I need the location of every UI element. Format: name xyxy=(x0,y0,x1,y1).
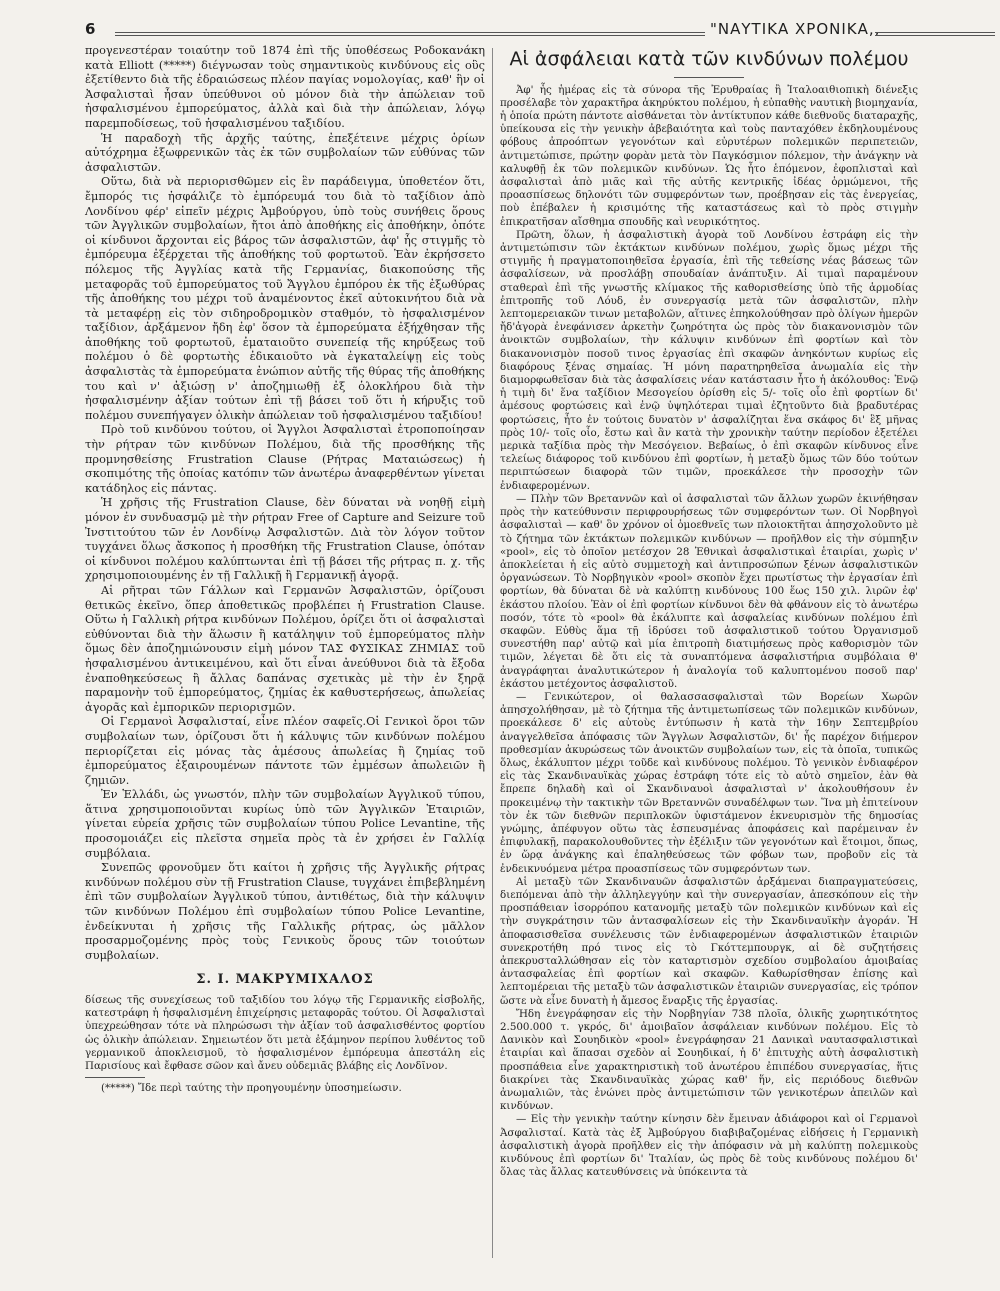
left-paragraph: Ἐν Ἑλλάδι, ὡς γνωστόν, πλὴν τῶν συμβολαίων Ἀγγλικοῦ τύπου, ἅτινα χρησιμοποιοῦνται κυρίως ὑπὸ τῶν Ἀγγλικῶν Ἑταιριῶν, γίνεται εὐρεία χρῆσις τῶν συμβολαίων τύπου Police Levantine, τῆς προσομοιάζει εἰς πλεῖστα σημεῖα πρὸς τὰ ἐν χρήσει ἐν Γαλλίᾳ συμβόλαια. xyxy=(85,788,485,860)
footnote-rule xyxy=(85,1077,145,1078)
left-paragraph: Συνεπῶς φρονοῦμεν ὅτι καίτοι ἡ χρῆσις τῆς Ἀγγλικῆς ρήτρας κινδύνων πολέμου σὺν τῇ Frustration Clause, τυγχάνει ἐπιβεβλημένη ἐπὶ τῶν συμβολαίων Ἀγγλικοῦ τύπου, ἀντιθέτως, διὰ τὴν κάλυψιν τῶν κινδύνων Πολέμου ἐπὶ συμβολαίων τύπου Police Levantine, ἐνδείκνυται ἡ χρῆσις τῆς Γαλλικῆς ρήτρας, ὡς μᾶλλον προσαρμοζομένης πρὸς τοὺς Γενικοὺς ὅρους τῶν τοιούτων συμβολαίων. xyxy=(85,861,485,962)
page-number: 6 xyxy=(85,20,96,38)
right-paragraph: Ἀφ' ἧς ἡμέρας εἰς τὰ σύνορα τῆς Ἐρυθραίας ἢ Ἰταλοαιθιοπικὴ διένεξις προσέλαβε τὸν χαρακτῆρα ἀκηρύκτου πολέμου, ἡ εὐπαθὴς ναυτικὴ βιομηχανία, ἡ ὁποία πρώτη πάντοτε αἰσθάνεται τὸν ἀντίκτυπον κάθε διεθνοῦς διαταραχῆς, ὑπείκουσα εἰς τὴν γενικὴν ἀβεβαιότητα καὶ τοὺς πανταχόθεν ἐκδηλουμένους φόβους ἀπροόπτων γεγονότων καὶ εὐρυτέρων πολεμικῶν περιπετειῶν, ἀντιμετώπισε, πρώτην φορὰν μετὰ τὸν Παγκόσμιον πόλεμον, τὴν ἀνάγκην νὰ καλυφθῇ ἐκ τῶν πολεμικῶν κινδύνων. Ὡς ἦτο ἑπόμενον, ἐφοπλισταὶ καὶ ἀσφαλισταὶ ἀπὸ μιᾶς καὶ τῆς αὐτῆς κεντρικῆς ἰδέας ὁρμώμενοι, τῆς προασπίσεως δηλονότι τῶν συμφερόντων των, προέβησαν εἰς τὰς ἐνεργείας, ποὺ ἐπέβαλεν ἡ κρισιμότης τῆς καταστάσεως καὶ τὸ πρὸς στιγμὴν ἐπικρατῆσαν αἴσθημα σπουδῆς καὶ νευρικότητος. xyxy=(500,83,918,228)
left-paragraph: Ἡ χρῆσις τῆς Frustration Clause, δὲν δύναται νὰ νοηθῇ εἰμὴ μόνον ἐν συνδυασμῷ μὲ τὴν ρήτραν Free of Capture and Seizure τοῦ Ἰνστιτούτου τῶν ἐν Λονδίνῳ Ἀσφαλιστῶν. Διὰ τὸν λόγον τοῦτον τυγχάνει ὅλως ἄσκοπος ἡ προσθήκη τῆς Frustration Clause, ὁπόταν οἱ κίνδυνοι πολέμου καλύπτωνται ἐπὶ τῇ βάσει τῆς ρήτρας π. χ. τῆς χρησιμοποιουμένης ἐν τῇ Γαλλικῇ ἢ Γερμανικῇ ἀγορᾷ. xyxy=(85,496,485,583)
title-rule xyxy=(674,77,744,78)
header-rule-left xyxy=(115,32,705,36)
right-paragraph: — Πλὴν τῶν Βρεταννῶν καὶ οἱ ἀσφαλισταὶ τῶν ἄλλων χωρῶν ἐκινήθησαν πρὸς τὴν κατεύθυνσιν περιφρουρήσεως τῶν συμφερόντων των. Οἱ Νορβηγοὶ ἀσφαλισταὶ — καθ' ὃν χρόνον οἱ ὁμοεθνεῖς των πλοιοκτῆται ἀπησχολοῦντο μὲ τὸ ζήτημα τῶν ἐκτάκτων πολεμικῶν κινδύνων — προῆλθον εἰς τὴν σύμπηξιν «pool», εἰς τὸ ὁποῖον μετέσχον 28 Ἐθνικαὶ ἀσφαλιστικαὶ ἑταιρίαι, χωρὶς ν' ἀποκλείεται ἡ εἰς αὐτὸ συμμετοχὴ καὶ ἀντιπροσώπων ξένων ἀσφαλιστικῶν ὀργανώσεων. Τὸ Νορβηγικὸν «pool» σκοπὸν ἔχει πρωτίστως τὴν ἐργασίαν ἐπὶ φορτίων, θὰ δύναται δὲ νὰ καλύπτῃ κινδύνους 100 ἕως 150 χιλ. λιρῶν ἐφ' ἑκάστου πλοίου. Ἐὰν οἱ ἐπὶ φορτίων κίνδυνοι δὲν θὰ φθάνουν εἰς τὸ ἀνωτέρω ποσόν, τότε τὸ «pool» θὰ ἐκάλυπτε καὶ ἀσφαλείας κινδύνων πολέμου ἐπὶ σκαφῶν. Εὐθὺς ἅμα τῇ ἱδρύσει τοῦ ἀσφαλιστικοῦ τούτου Ὀργανισμοῦ συνεστήθη παρ' αὐτῷ καὶ μία ἐπιτροπὴ διατιμήσεως πρὸς καθορισμὸν τῶν τιμῶν, λέγεται δὲ ὅτι εἰς τὰ συναπτόμενα ἀσφαλιστήρια συμβόλαια θ' ἀναγράφηται ἀναλυτικώτερον ἡ ἀναλογία τοῦ καλυπτομένου ποσοῦ παρ' ἑκάστου μετέχοντος ἀσφαλιστοῦ. xyxy=(500,492,918,690)
right-paragraph: — Εἰς τὴν γενικὴν ταύτην κίνησιν δὲν ἔμειναν ἀδιάφοροι καὶ οἱ Γερμανοὶ Ἀσφαλισταί. Κατὰ τὰς ἐξ Ἀμβούργου διαβιβαζομένας εἰδήσεις ἡ Γερμανικὴ ἀσφαλιστικὴ ἀγορὰ προῆλθεν εἰς τὴν ἀπόφασιν νὰ μὴ καλύπτῃ πολεμικοὺς κινδύνους ἐπὶ φορτίων δι' Ἰταλίαν, ὡς πρὸς δὲ τοὺς κινδύνους πολέμου δι' ὅλας τὰς ἄλλας κατευθύνσεις νὰ ὑπόκειντα τὰ xyxy=(500,1113,918,1179)
article-title: Αἱ ἀσφάλειαι κατὰ τῶν κινδύνων πολέμου xyxy=(509,48,909,70)
page-header xyxy=(40,20,960,42)
left-paragraph: Οὕτω, διὰ νὰ περιορισθῶμεν εἰς ἓν παράδειγμα, ὑποθετέον ὅτι, ἔμπορός τις ἠσφάλιζε τὸ ἐμπόρευμά του διὰ τὸ ταξίδιον ἀπὸ Λονδίνου φέρ' εἰπεῖν μέχρις Ἀμβούργου, ὑπὸ τοὺς συνήθεις ὅρους τῶν Ἀγγλικῶν συμβολαίων, ἤτοι ἀπὸ ἀποθήκης εἰς ἀποθήκην, ὁπότε οἱ κίνδυνοι ἄρχονται εἰς βάρος τῶν ἀσφαλιστῶν, ἀφ' ἧς στιγμῆς τὸ ἐμπόρευμα ἐξέρχεται τῆς ἀποθήκης τοῦ φορτωτοῦ. Ἐὰν ἐκρήσσετο πόλεμος τῆς Ἀγγλίας κατὰ τῆς Γερμανίας, διακοπούσης τῆς μεταφορᾶς τοῦ ἐμπορεύματος τοῦ Ἄγγλου ἐμπόρου ἐκ τῆς ἐξωθύρας τῆς ἀποθήκης του μέχρι τοῦ ἀναμένοντος ἐκεῖ αὐτοκινήτου διὰ νὰ τὰ μεταφέρῃ εἰς τὸν σιδηροδρομικὸν σταθμόν, τὸ ἠσφαλισμένον ταξίδιον, ἀρξάμενον ἤδη ἐφ' ὅσον τὰ ἐμπορεύματα ἐξήχθησαν τῆς ἀποθήκης τοῦ φορτωτοῦ, ἐματαιοῦτο συνεπείᾳ τῆς κηρύξεως τοῦ πολέμου ὁ δὲ φορτωτὴς ἐδικαιοῦτο νὰ ἐγκαταλείψῃ εἰς τοὺς ἀσφαλιστὰς τὰ ἐμπορεύματα ἐνώπιον αὐτῆς τῆς θύρας τῆς ἀποθήκης του καὶ ν' ἀξιώσῃ ν' ἀποζημιωθῇ ἐξ ὁλοκλήρου διὰ τὴν ἠσφαλισμένην ἀξίαν τούτων ἐπὶ τῇ βάσει τοῦ ὅτι ἡ κήρυξις τοῦ πολέμου συνεπήγαγεν ὁλικὴν ἀπώλειαν τοῦ ἠσφαλισμένου ταξιδίου! xyxy=(85,175,485,422)
left-paragraph: Οἱ Γερμανοὶ Ἀσφαλισταί, εἶνε πλέον σαφεῖς.Οἱ Γενικοὶ ὅροι τῶν συμβολαίων των, ὁρίζουσι ὅτι ἡ κάλυψις τῶν κινδύνων πολέμου περιορίζεται εἰς μόνας τὰς ἀμέσους ἀπωλείας ἢ ζημίας τοῦ ἐμπορεύματος ἐξαιρουμένων πάντοτε τῶν ἐμμέσων ἀπωλειῶν ἢ ζημιῶν. xyxy=(85,715,485,787)
left-paragraph: Πρὸ τοῦ κινδύνου τούτου, οἱ Ἄγγλοι Ἀσφαλισταὶ ἐτροποποίησαν τὴν ρήτραν τῶν κινδύνων Πολέμου, διὰ τῆς προσθήκης τῆς προμνησθείσης Frustration Clause (Ρήτρας Ματαιώσεως) ἡ σκοπιμότης τῆς ὁποίας κατόπιν τῶν ἀνωτέρω ἀναφερθέντων γίνεται κατάδηλος εἰς πάντας. xyxy=(85,423,485,495)
right-paragraph: Ἤδη ἐνεγράφησαν εἰς τὴν Νορβηγίαν 738 πλοῖα, ὁλικῆς χωρητικότητος 2.500.000 τ. γκρός, δι' ἀμοιβαῖον ἀσφάλειαν κινδύνων πολέμου. Εἰς τὸ Δανικὸν καὶ Σουηδικὸν «pool» ἐνεγράφησαν 21 Δανικαὶ ναυτασφαλιστικαὶ ἑταιρίαι καὶ ἅπασαι σχεδὸν αἱ Σουηδικαί, ἡ δ' ἐπιτυχὴς αὐτὴ ἀσφαλιστικὴ προσπάθεια εἶνε χαρακτηριστικὴ τοῦ ἀνωτέρου ἐπιπέδου συνεργασίας, ἥτις διακρίνει τὰς Σκανδιναυϊκὰς χώρας καθ' ἥν, εἰς περιόδους διεθνῶν ἀνωμαλιῶν, τὰς ἑνώνει πρὸς ἀντιμετώπισιν τῶν γενικοτέρων ἀπειλῶν καὶ κινδύνων. xyxy=(500,1007,918,1113)
left-paragraph: Ἡ παραδοχὴ τῆς ἀρχῆς ταύτης, ἐπεξέτεινε μέχρις ὁρίων αὐτόχρημα ἐξωφρενικῶν τὰς ἐκ τῶν συμβολαίων τῶν εὐθύνας τῶν ἀσφαλιστῶν. xyxy=(85,131,485,174)
author-signature: Σ. Ι. ΜΑΚΡΥΜΙΧΑΛΟΣ xyxy=(196,972,374,988)
footnote: (*****) Ἴδε περὶ ταύτης τὴν προηγουμένην ὑποσημείωσιν. xyxy=(101,1082,402,1095)
left-column xyxy=(85,44,485,1095)
left-paragraph: Αἱ ρῆτραι τῶν Γάλλων καὶ Γερμανῶν Ἀσφαλιστῶν, ὁρίζουσι θετικῶς ἐκεῖνο, ὅπερ ἀποθετικῶς προβλέπει ἡ Frustration Clause. Οὕτω ἡ Γαλλικὴ ρήτρα κινδύνων Πολέμου, ὁρίζει ὅτι οἱ ἀσφαλισταὶ εὐθύνονται διὰ τὴν ἅλωσιν ἢ κατάληψιν τοῦ ἐμπορεύματος πλὴν ὅμως δὲν ἀποζημιώνουσιν εἰμὴ μόνον ΤΑΣ ΦΥΣΙΚΑΣ ΖΗΜΙΑΣ τοῦ ἠσφαλισμένου ἀντικειμένου, καὶ ὅτι εἶναι ἀνεύθυνοι διὰ τὰ ἔξοδα ἐναποθηκεύσεως ἢ ἄλλας δαπάνας σχετικὰς μὲ τὴν ἐν ξηρᾷ παραμονὴν τοῦ ἐμπορεύματος, ζημίας ἐκ καθυστερήσεως, ἀπωλείας ἀγορᾶς καὶ ἐμπορικῶν περιορισμῶν. xyxy=(85,583,485,714)
right-paragraph: Πρῶτη, ὅλων, ἡ ἀσφαλιστικὴ ἀγορὰ τοῦ Λονδίνου ἐστράφη εἰς τὴν ἀντιμετώπισιν τῶν ἐκτάκτων κινδύνων πολέμου, χωρὶς ὅμως μέχρι τῆς στιγμῆς ἡ πραγματοποιηθεῖσα ἐργασία, ἐπὶ τῆς τεθείσης νέας βάσεως τῶν ἀσφαλίσεων, νὰ προσλάβῃ σπουδαίαν ἀνάπτυξιν. Αἱ τιμαὶ παραμένουν σταθεραὶ ἐπὶ τῆς γνωστῆς κλίμακος τῆς καθορισθείσης ὑπὸ τῆς ἁρμοδίας ἐπιτροπῆς τοῦ Λόυδ, ἐν συνεργασίᾳ μετὰ τῶν ἀσφαλιστῶν, πλὴν λεπτομερειακῶν τινων μεταβολῶν, αἵτινες ἐπηκολούθησαν πρὸ ὀλίγων ἡμερῶν ἤδ'ἀγορὰ ἐνεφάνισεν ἀρκετὴν ζωηρότητα ὡς πρὸς τὸν διακανονισμὸν τῶν ἀνοικτῶν συμβολαίων, τὴν κάλυψιν κινδύνων ἐπὶ φορτίων καὶ τὸν διακανονισμὸν ποσοῦ τινος ἐργασίας ἐπὶ σκαφῶν ἀνηκόντων κυρίως εἰς διαφόρους ξένας σημαίας. Ἡ μόνη παρατηρηθεῖσα ἀνωμαλία εἰς τὴν διαμορφωθεῖσαν διὰ τὰς ἀσφαλίσεις νέαν κατάστασιν ἦτο ἡ ἀκόλουθος: Ἐνῷ ἡ τιμὴ δι' ἕνα ταξίδιον Μεσογείου ὁρίσθη εἰς 5/- τοῖς οἷο ἐπὶ φορτίων δι' ἀμέσους φορτώσεις καὶ ἐνῷ ὑψηλότεραι τιμαὶ ἐζητοῦντο διὰ βραδυτέρας φορτώσεις, ἦτο ἐν τούτοις δυνατὸν ν' ἀσφαλίζηται ἕνα σκάφος δι' ἓξ μῆνας πρὸς 10/- τοῖς οἷο, ἔστω καὶ ἂν κατὰ τὴν χρονικὴν ταύτην περίοδον ἐξετέλει μερικὰ ταξίδια πρὸς τὴν Μεσόγειον. Βεβαίως, ὁ ἐπὶ σκαφῶν κίνδυνος εἶνε τελείως διάφορος τοῦ κινδύνου ἐπὶ φορτίων, ἡ μεταξὺ ὅμως τῶν δύο τούτων περιπτώσεων διαφορὰ τῶν τιμῶν, προεκάλεσε τὴν προσοχὴν τῶν ἐνδιαφερομένων. xyxy=(500,228,918,492)
journal-title: "ΝΑΥΤΙΚΑ ΧΡΟΝΙΚΑ,, xyxy=(710,20,881,38)
right-paragraph: — Γενικώτερον, οἱ θαλασσασφαλισταὶ τῶν Βορείων Χωρῶν ἀπησχολήθησαν, μὲ τὸ ζήτημα τῆς ἀντιμετωπίσεως τῶν πολεμικῶν κινδύνων, προεκάλεσε δ' εἰς αὐτοὺς ἐντύπωσιν ἡ κατὰ τὴν 16ην Σεπτεμβρίου ἀναγγελθεῖσα ἀπόφασις τῶν Ἄγγλων Ἀσφαλιστῶν, δι' ἧς παρέχον διῄμερον προθεσμίαν ἀκυρώσεως τῶν ἀνοικτῶν συμβολαίων των, εἰς τὰ ὁποῖα, τυπικῶς ὅλως, ἐκάλυπτον μέχρι τοῦδε καὶ κινδύνους πολέμου. Τὸ γενικὸν ἐνδιαφέρον εἰς τὰς Σκανδιναυϊκὰς χώρας ἐστράφη τότε εἰς τὸ αὐτὸ σημεῖον, ἐὰν θὰ ἔπρεπε δηλαδὴ καὶ οἱ Σκανδιναυοὶ ἀσφαλισταὶ ν' ἀκολουθήσουν ἐν προκειμένῳ τὴν τακτικὴν τῶν Βρεταννῶν συναδέλφων των. Ἵνα μὴ ἐπιτείνουν τὸν ἐκ τῶν διεθνῶν περιπλοκῶν ὑφιστάμενον ἐκνευρισμὸν τῆς δημοσίας γνώμης, ἀπέφυγον οὕτω τὰς ἐσπευσμένας ἀποφάσεις καὶ παρέμειναν ἐν ἐπιφυλακῇ, παρακολουθοῦντες τὴν ἐξέλιξιν τῶν γεγονότων καὶ ἕτοιμοι, ὅπως, ἐν ὥρᾳ ἀνάγκης καὶ ἐπαληθεύσεως τῶν φόβων των, προβοῦν εἰς τὰ ἐνδεικνυόμενα μέτρα προασπίσεως τῶν συμφερόντων των. xyxy=(500,690,918,875)
column-divider xyxy=(492,48,493,1258)
left-paragraph: προγενεστέραν τοιαύτην τοῦ 1874 ἐπὶ τῆς ὑποθέσεως Ροδοκανάκη κατὰ Elliott (*****) διέγνωσαν τοὺς σημαντικοὺς κινδύνους εἰς οὓς ἐξετίθεντο διὰ τῆς ἑδραιώσεως πλέον παγίας νομολογίας, καθ' ἣν οἱ Ἀσφαλισταὶ ἦσαν ὑπεύθυνοι οὐ μόνον διὰ τὴν ἀπώλειαν τοῦ ἠσφαλισμένου ἐμπορεύματος, ἀλλὰ καὶ διὰ τὴν ἀπώλειαν, λόγῳ παρεμποδίσεως, τοῦ ἠσφαλισμένου ταξιδίου. xyxy=(85,44,485,130)
right-column xyxy=(500,44,918,1179)
right-paragraph: Αἱ μεταξὺ τῶν Σκανδιναυῶν ἀσφαλιστῶν ἀρξάμεναι διαπραγματεύσεις, διεπόμεναι ἀπὸ τὴν ἀλληλεγγύην καὶ τὴν συνεργασίαν, ἀπεσκόπουν εἰς τὴν προσπάθειαν ἰσορρόπου κατανομῆς μεταξὺ τῶν πολεμικῶν κινδύνων καὶ εἰς τὴν συγκράτησιν τῶν ἀντασφαλίσεων εἰς τὴν Σκανδιναυϊκὴν ἀγοράν. Ἡ ἀποφασισθεῖσα συνέλευσις τῶν ἐνδιαφερομένων ἀσφαλιστικῶν ἑταιριῶν συνεκροτήθη πρό τινος εἰς τὸ Γκόττεμπουργκ, αἱ δὲ συζητήσεις ἀπεκρυσταλλώθησαν εἰς τὸν καταρτισμὸν σχεδίου συμβολαίου ἀμοιβαίας ἀντασφαλείας ἐπὶ φορτίων καὶ σκαφῶν. Καθωρίσθησαν ἐπίσης καὶ λεπτομέρειαι τῆς μεταξὺ τῶν ἀσφαλιστικῶν ἑταιριῶν συνεργασίας, εἰς τρόπον ὥστε νὰ εἶνε δυνατὴ ἡ ἄμεσος ἔναρξις τῆς ἐργασίας. xyxy=(500,875,918,1007)
footnote: δίσεως τῆς συνεχίσεως τοῦ ταξιδίου του λόγῳ τῆς Γερμανικῆς εἰσβολῆς, κατεστράφη ἡ ἠσφαλισμένη ἐπιχείρησις μεταφορᾶς τούτου. Οἱ Ἀσφαλισταὶ ὑπεχρεώθησαν τότε νὰ πληρώσωσι τὴν ἀξίαν τοῦ ἀσφαλισθέντος φορτίου ὡς ὁλικὴν ἀπώλειαν. Σημειωτέον ὅτι μετὰ ἐξάμηνον περίπου λυθέντος τοῦ γερμανικοῦ ἀποκλεισμοῦ, τὸ ἠσφαλισμένον ἐμπόρευμα ἀπεστάλη εἰς Παρισίους καὶ ἔφθασε σῶον καὶ ἄνευ οὐδεμιᾶς βλάβης εἰς Λονδῖνον. xyxy=(85,994,485,1073)
header-rule-right xyxy=(875,32,995,36)
